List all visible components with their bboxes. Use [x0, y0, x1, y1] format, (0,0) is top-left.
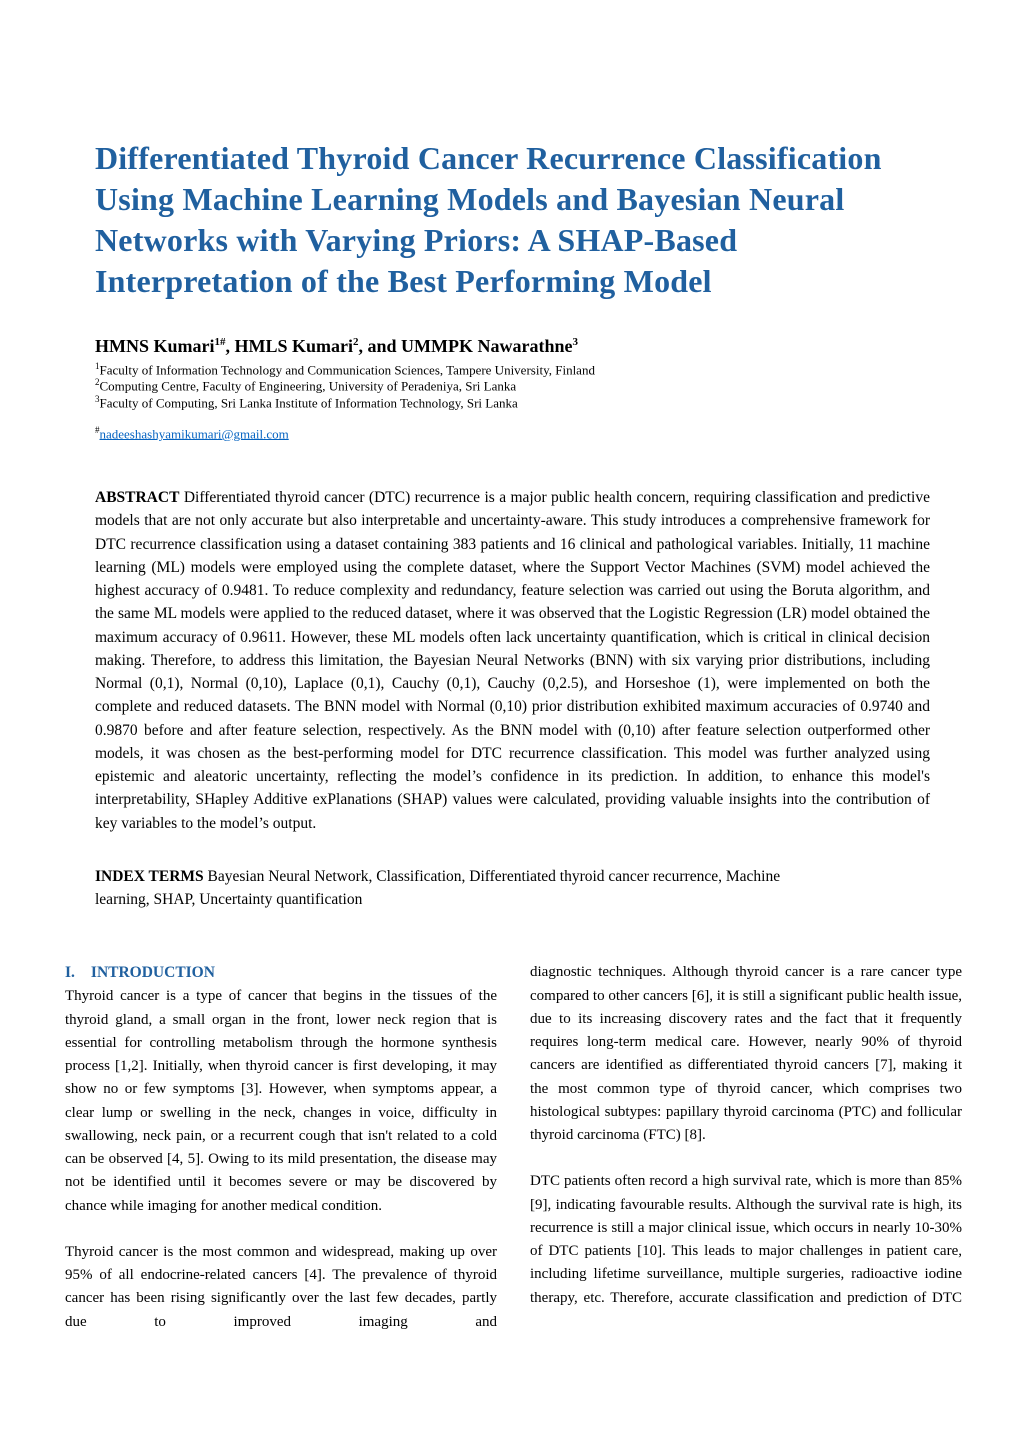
- section-title: INTRODUCTION: [90, 964, 215, 982]
- affiliation-superscript: 2: [95, 377, 100, 388]
- author-superscript: 1#: [214, 335, 226, 348]
- author-name: HMNS Kumari: [95, 335, 215, 356]
- abstract: [95, 486, 930, 835]
- paper-header: [95, 138, 930, 911]
- paragraph: Thyroid cancer is a type of cancer that begins in the tissues of the thyroid gland, a small organ in the front, lower neck region that is essential for controlling metabolism through the hormone synthesis process [1,2]. Initially, when thyroid cancer is first developing, it may show no or few symptoms [3]. However, when symptoms appear, a clear lump or swelling in the neck, changes in voice, difficulty in swallowing, neck pain, or a recurrent cough that isn't related to a cold can be observed [4, 5]. Owing to its mild presentation, the disease may not be identified until it becomes severe or may be discovered by chance while imaging for another medical condition.: [65, 988, 497, 1214]
- index-terms-label: INDEX TERMS: [95, 867, 204, 885]
- paper-title: Differentiated Thyroid Cancer Recurrence Classification Using Machine Learning Models and Bayesian Neural Networks with Varying Priors: A SHAP-Based Interpretation of the Best Performing Model: [95, 140, 882, 299]
- affiliation-line: $^2$Computing Centre, Faculty of Engineering, University of Peradeniya, Sri Lanka: [95, 377, 517, 394]
- affiliations: [95, 361, 930, 411]
- right-column: [530, 961, 962, 1334]
- paragraph: diagnostic techniques. Although thyroid cancer is a rare cancer type compared to other cancers [6], it is still a significant public health issue, due to its increasing discovery rates and the fact that it frequently requires long-term medical care. However, nearly 90% of thyroid cancers are identified as differentiated thyroid cancers [7], making it the most common type of thyroid cancer, which comprises two histological subtypes: papillary thyroid carcinoma (PTC) and follicular thyroid carcinoma (FTC) [8].: [530, 964, 962, 1144]
- email-line: [95, 425, 930, 442]
- index-terms: [95, 865, 825, 912]
- author-superscript: 3: [572, 335, 579, 348]
- authors-line: [95, 336, 930, 357]
- abstract-label: ABSTRACT: [95, 489, 180, 507]
- index-terms-text: Bayesian Neural Network, Classification, Differentiated thyroid cancer recurrence, Machine learning, SHAP, Uncertainty quantification: [95, 867, 781, 909]
- section-heading-introduction: [65, 961, 497, 985]
- author-name: , and UMMPK Nawarathne: [358, 335, 573, 356]
- affiliation-line: $^3$Faculty of Computing, Sri Lanka Institute of Information Technology, Sri Lanka: [95, 394, 518, 411]
- affiliation-line: $^1$Faculty of Information Technology and Communication Sciences, Tampere University, Finland: [95, 360, 595, 378]
- abstract-text: Differentiated thyroid cancer (DTC) recurrence is a major public health concern, requiring classification and predictive models that are not only accurate but also interpretable and uncertainty-aware. This study introduces a comprehensive framework for DTC recurrence classification using a dataset containing 383 patients and 16 clinical and pathological variables. Initially, 11 machine learning (ML) models were employed using the complete dataset, where the Support Vector Machines (SVM) model achieved the highest accuracy of 0.9481. To reduce complexity and redundancy, feature selection was carried out using the Boruta algorithm, and the same ML models were applied to the reduced dataset, where it was observed that the Logistic Regression (LR) model obtained the maximum accuracy of 0.9611. However, these ML models often lack uncertainty quantification, which is critical in clinical decision making. Therefore, to address this limitation, the Bayesian Neural Networks (BNN) with six varying prior distributions, including Normal (0,1), Normal (0,10), Laplace (0,1), Cauchy (0,1), Cauchy (0,2.5), and Horseshoe (1), were implemented on both the complete and reduced datasets. The BNN model with Normal (0,10) prior distribution exhibited maximum accuracies of 0.9740 and 0.9870 before and after feature selection, respectively. As the BNN model with (0,10) after feature selection outperformed other models, it was chosen as the best-performing model for DTC recurrence classification. This model was further analyzed using epistemic and aleatoric uncertainty, reflecting the model’s confidence in its prediction. In addition, to enhance this model's interpretability, SHapley Additive exPlanations (SHAP) values were calculated, providing valuable insights into the contribution of key variables to the model’s output.: [95, 489, 930, 832]
- section-number: I.: [65, 964, 75, 982]
- two-column-body: [65, 961, 962, 1334]
- email-superscript: #: [95, 424, 100, 435]
- email-link[interactable]: nadeeshashyamikumari@gmail.com: [99, 426, 289, 442]
- author-superscript: 2: [353, 335, 359, 348]
- left-column: [65, 961, 497, 1334]
- paragraph: DTC patients often record a high survival rate, which is more than 85% [9], indicating favourable results. Although the survival rate is high, its recurrence is still a major clinical issue, which occurs in nearly 10-30% of DTC patients [10]. This leads to major challenges in patient care, including lifetime surveillance, multiple surgeries, radioactive iodine therapy, etc. Therefore, accurate classification and prediction of DTC: [530, 1173, 962, 1306]
- author-name: , HMLS Kumari: [225, 335, 354, 356]
- affiliation-superscript: 3: [95, 394, 100, 405]
- paragraph: Thyroid cancer is the most common and widespread, making up over 95% of all endocrine-related cancers [4]. The prevalence of thyroid cancer has been rising significantly over the last few decades, partly due to improved imaging and: [65, 1243, 497, 1330]
- affiliation-superscript: 1: [95, 360, 100, 371]
